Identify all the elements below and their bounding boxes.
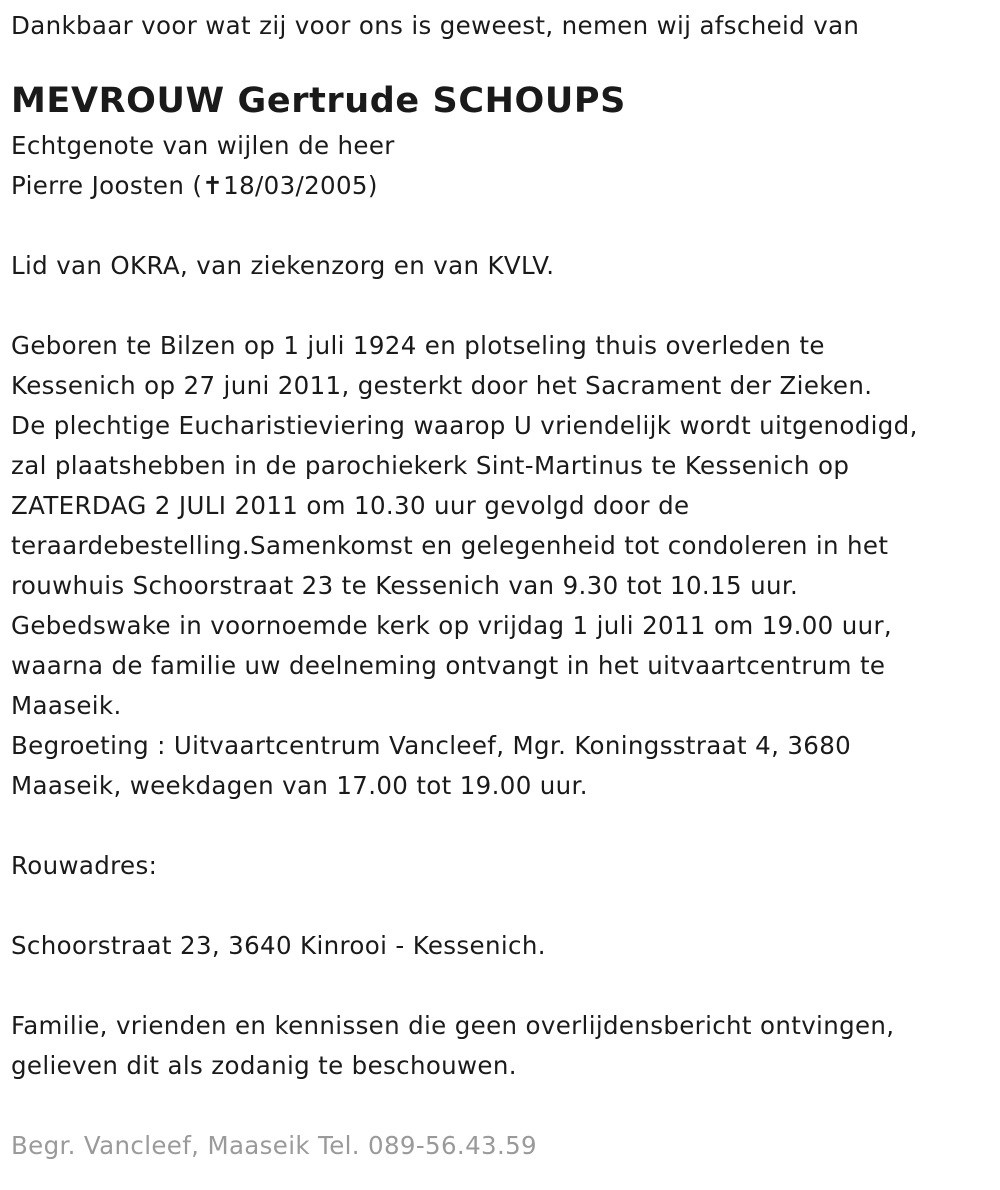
deceased-name: MEVROUW Gertrude SCHOUPS [11, 81, 626, 121]
details-line: rouwhuis Schoorstraat 23 te Kessenich van 9.30 tot 10.15 uur. [11, 571, 799, 600]
spacer [11, 286, 991, 326]
details-line: Maaseik. [11, 691, 122, 720]
details-line: ZATERDAG 2 JULI 2011 om 10.30 uur gevolgd door de [11, 491, 690, 520]
death-notice [11, 0, 991, 1166]
details-line: teraardebestelling.Samenkomst en gelegenheid tot condoleren in het [11, 531, 889, 560]
spouse-block [11, 126, 991, 206]
spouse-line: Echtgenote van wijlen de heer [11, 131, 395, 160]
details-line: Maaseik, weekdagen van 17.00 tot 19.00 uur. [11, 771, 588, 800]
spacer [11, 966, 991, 1006]
membership-text: Lid van OKRA, van ziekenzorg en van KVLV. [11, 251, 555, 280]
spacer [11, 886, 991, 926]
spacer [11, 206, 991, 246]
details-line: Begroeting : Uitvaartcentrum Vancleef, Mgr. Koningsstraat 4, 3680 [11, 731, 852, 760]
details-line: Geboren te Bilzen op 1 juli 1924 en plotseling thuis overleden te [11, 331, 825, 360]
closing-line: gelieven dit als zodanig te beschouwen. [11, 1051, 517, 1080]
details-line: waarna de familie uw deelneming ontvangt in het uitvaartcentrum te [11, 651, 886, 680]
closing-line: Familie, vrienden en kennissen die geen overlijdensbericht ontvingen, [11, 1011, 895, 1040]
address-label: Rouwadres: [11, 851, 158, 880]
spacer [11, 1086, 991, 1126]
spacer [11, 806, 991, 846]
intro-text: Dankbaar voor wat zij voor ons is geweest, nemen wij afscheid van [11, 11, 860, 40]
details-line: Gebedswake in voornoemde kerk op vrijdag 1 juli 2011 om 19.00 uur, [11, 611, 893, 640]
details-block [11, 326, 991, 806]
address-text: Schoorstraat 23, 3640 Kinrooi - Kessenich. [11, 931, 546, 960]
details-line: Kessenich op 27 juni 2011, gesterkt door het Sacrament der Zieken. [11, 371, 873, 400]
details-line: zal plaatshebben in de parochiekerk Sint-Martinus te Kessenich op [11, 451, 850, 480]
spouse-line: Pierre Joosten (✝18/03/2005) [11, 171, 378, 200]
funeral-home-footer: Begr. Vancleef, Maaseik Tel. 089-56.43.59 [11, 1131, 537, 1160]
details-line: De plechtige Eucharistieviering waarop U vriendelijk wordt uitgenodigd, [11, 411, 918, 440]
closing-block [11, 1006, 991, 1086]
